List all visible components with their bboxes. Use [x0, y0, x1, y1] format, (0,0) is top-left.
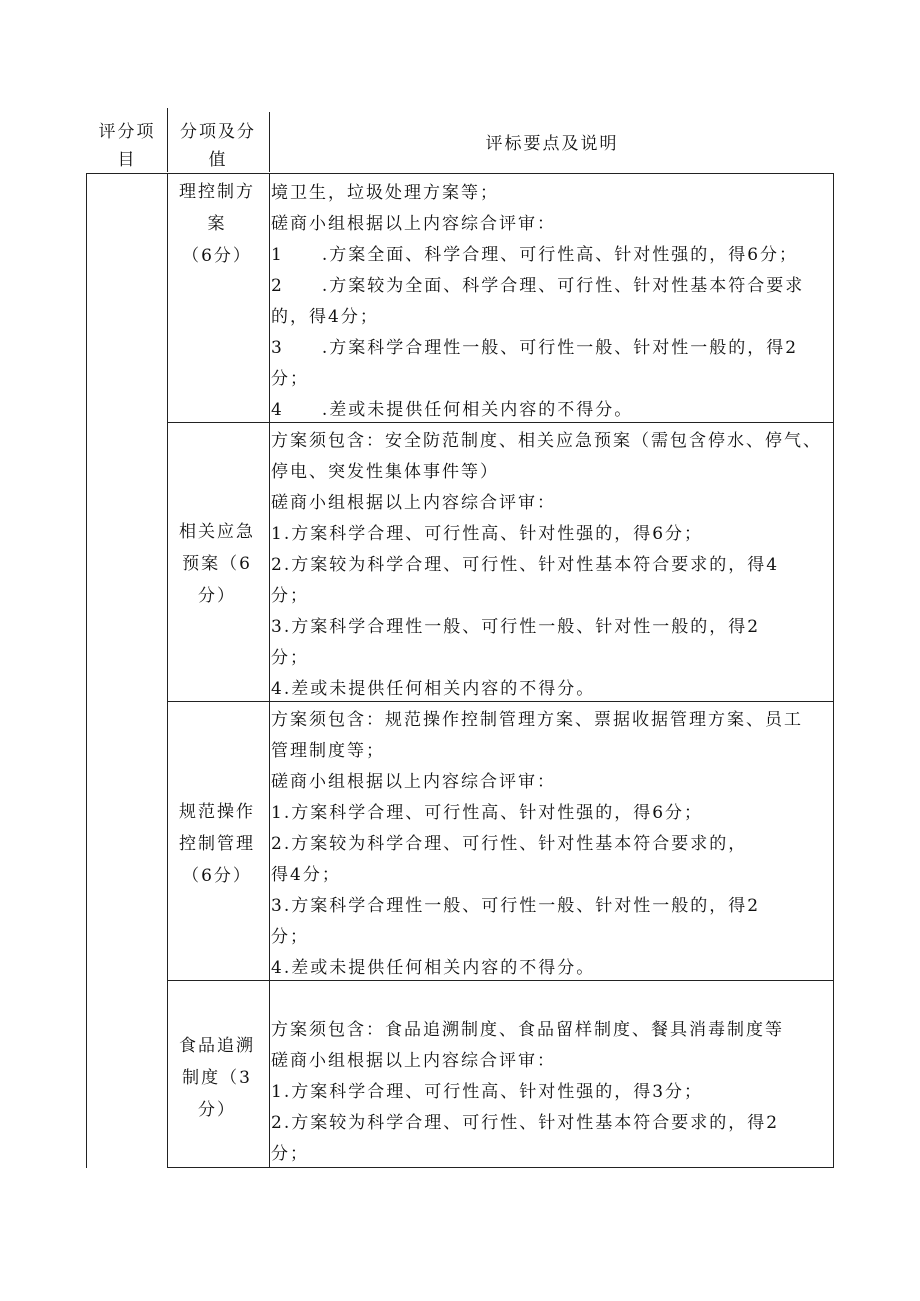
sub-item-label-line: 食品追溯: [179, 1036, 255, 1056]
column-divider-1: [167, 173, 168, 1168]
criteria-line: 境卫生，垃圾处理方案等；: [271, 183, 499, 203]
row-divider-3: [167, 980, 834, 981]
column-divider-2: [269, 173, 270, 1168]
criteria-line: 2.方案较为科学合理、可行性、针对性基本符合要求的，: [271, 834, 748, 854]
sub-item-label-line: （6分）: [182, 246, 252, 266]
row-divider-2: [167, 701, 834, 702]
row-divider-1: [167, 422, 834, 423]
sub-item-food-traceability: [168, 1030, 266, 1126]
sub-item-control-plan: [168, 176, 266, 272]
table-bottom-line: [167, 1167, 834, 1168]
criteria-line: 分；: [271, 648, 309, 668]
criteria-line: 3.方案科学合理性一般、可行性一般、针对性一般的，得2: [271, 617, 761, 637]
sub-item-operation-control: [168, 796, 266, 892]
criteria-line: 1.方案科学合理、可行性高、针对性强的，得3分；: [271, 1082, 704, 1102]
criteria-line: 2.方案较为科学合理、可行性、针对性基本符合要求的，得2: [271, 1113, 780, 1133]
sub-item-label-line: 理控制方: [179, 182, 255, 202]
criteria-line: 1 .方案全面、科学合理、可行性高、针对性强的，得6分；: [271, 245, 799, 265]
criteria-line: 管理制度等；: [271, 741, 385, 761]
table-left-border: [86, 173, 87, 1168]
sub-item-label-line: 分）: [198, 1100, 236, 1120]
criteria-line: 分；: [271, 586, 309, 606]
header-scoring-item: [88, 118, 166, 174]
criteria-line: 2.方案较为科学合理、可行性、针对性基本符合要求的，得4: [271, 555, 780, 575]
sub-item-label-line: 预案（6: [182, 554, 252, 574]
criteria-line: 分；: [271, 1144, 309, 1164]
criteria-line: 分；: [271, 369, 309, 389]
criteria-cell-food-traceability: [271, 1015, 837, 1167]
header-criteria: 评标要点及说明: [485, 134, 619, 154]
header-scoring-item-label: 评分项目: [98, 122, 156, 170]
criteria-line: 磋商小组根据以上内容综合评审：: [271, 493, 556, 513]
header-divider-1: [167, 108, 168, 172]
criteria-line: 停电、突发性集体事件等）: [271, 462, 499, 482]
sub-item-label-line: 规范操作: [179, 802, 255, 822]
header-sub-item-score: [170, 118, 266, 174]
sub-item-label-line: 相关应急: [179, 522, 255, 542]
criteria-line: 3 .方案科学合理性一般、可行性一般、针对性一般的，得2: [271, 338, 799, 358]
header-divider-2: [269, 112, 270, 172]
criteria-line: 4 .差或未提供任何相关内容的不得分。: [271, 400, 634, 420]
sub-item-emergency-plan: [168, 516, 266, 612]
header-sub-item-score-label: 分项及分值: [180, 122, 256, 170]
criteria-line: 得4分；: [271, 865, 341, 885]
sub-item-label-line: 制度（3: [182, 1068, 252, 1088]
criteria-line: 磋商小组根据以上内容综合评审：: [271, 772, 556, 792]
criteria-line: 2 .方案较为全面、科学合理、可行性、针对性基本符合要求: [271, 276, 805, 296]
sub-item-label-line: 控制管理: [179, 834, 255, 854]
criteria-line: 磋商小组根据以上内容综合评审：: [271, 214, 556, 234]
criteria-line: 分；: [271, 927, 309, 947]
criteria-line: 方案须包含：食品追溯制度、食品留样制度、餐具消毒制度等: [271, 1020, 784, 1040]
criteria-line: 4.差或未提供任何相关内容的不得分。: [271, 679, 596, 699]
criteria-cell-emergency-plan: [271, 426, 837, 701]
sub-item-label-line: 案: [207, 214, 227, 234]
criteria-cell-operation-control: [271, 705, 837, 980]
criteria-cell-control-plan: [271, 178, 837, 422]
criteria-line: 1.方案科学合理、可行性高、针对性强的，得6分；: [271, 524, 704, 544]
criteria-line: 方案须包含：安全防范制度、相关应急预案（需包含停水、停气、: [271, 431, 822, 451]
criteria-line: 3.方案科学合理性一般、可行性一般、针对性一般的，得2: [271, 896, 761, 916]
criteria-line: 的，得4分；: [271, 307, 379, 327]
criteria-line: 方案须包含：规范操作控制管理方案、票据收据管理方案、员工: [271, 710, 803, 730]
criteria-line: 磋商小组根据以上内容综合评审：: [271, 1051, 556, 1071]
criteria-line: 1.方案科学合理、可行性高、针对性强的，得6分；: [271, 803, 704, 823]
criteria-line: 4.差或未提供任何相关内容的不得分。: [271, 958, 596, 978]
sub-item-label-line: 分）: [198, 586, 236, 606]
sub-item-label-line: （6分）: [182, 866, 252, 886]
